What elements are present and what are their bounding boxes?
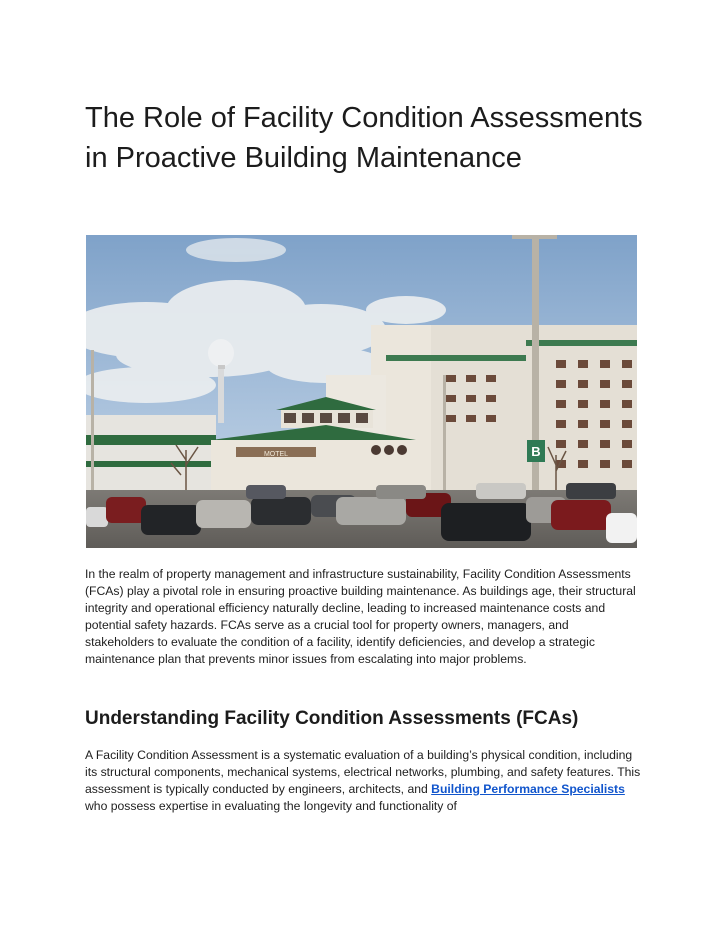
parking-sign (527, 440, 545, 462)
low-building-left (86, 415, 216, 490)
intro-paragraph: In the realm of property management and infrastructure sustainability, Facility Condition Assessments (FCAs) play a pivotal role in ensuring proactive building maintenance. As buildings age, their structural integrity and operational efficiency naturally decline, leading to increased maintenance costs and potential safety hazards. FCAs serve as a crucial tool for property owners, managers, and stakeholders to evaluate the condition of a facility, identify deficiencies, and develop a strategic maintenance plan that prevents minor issues from escalating into major problems. (85, 567, 636, 666)
section-heading: Understanding Facility Condition Assessments (FCAs) (85, 708, 579, 729)
section-paragraph-text-end: who possess expertise in evaluating the longevity and functionality of (85, 799, 457, 813)
page-title: The Role of Facility Condition Assessments in Proactive Building Maintenance (85, 102, 643, 174)
section-paragraph (85, 747, 641, 815)
hero-photo (86, 235, 637, 548)
building-performance-specialists-link[interactable]: Building Performance Specialists (431, 782, 625, 796)
parking-sign-letter: B (531, 444, 541, 459)
section-paragraph-text-start: A Facility Condition Assessment is a systematic evaluation of a building’s physical condition, including its structural components, mechanical systems, electrical networks, plumbing, and safety features. This assessment is typically conducted by engineers, architects, and (85, 748, 641, 796)
motel-sign: MOTEL (263, 451, 289, 458)
